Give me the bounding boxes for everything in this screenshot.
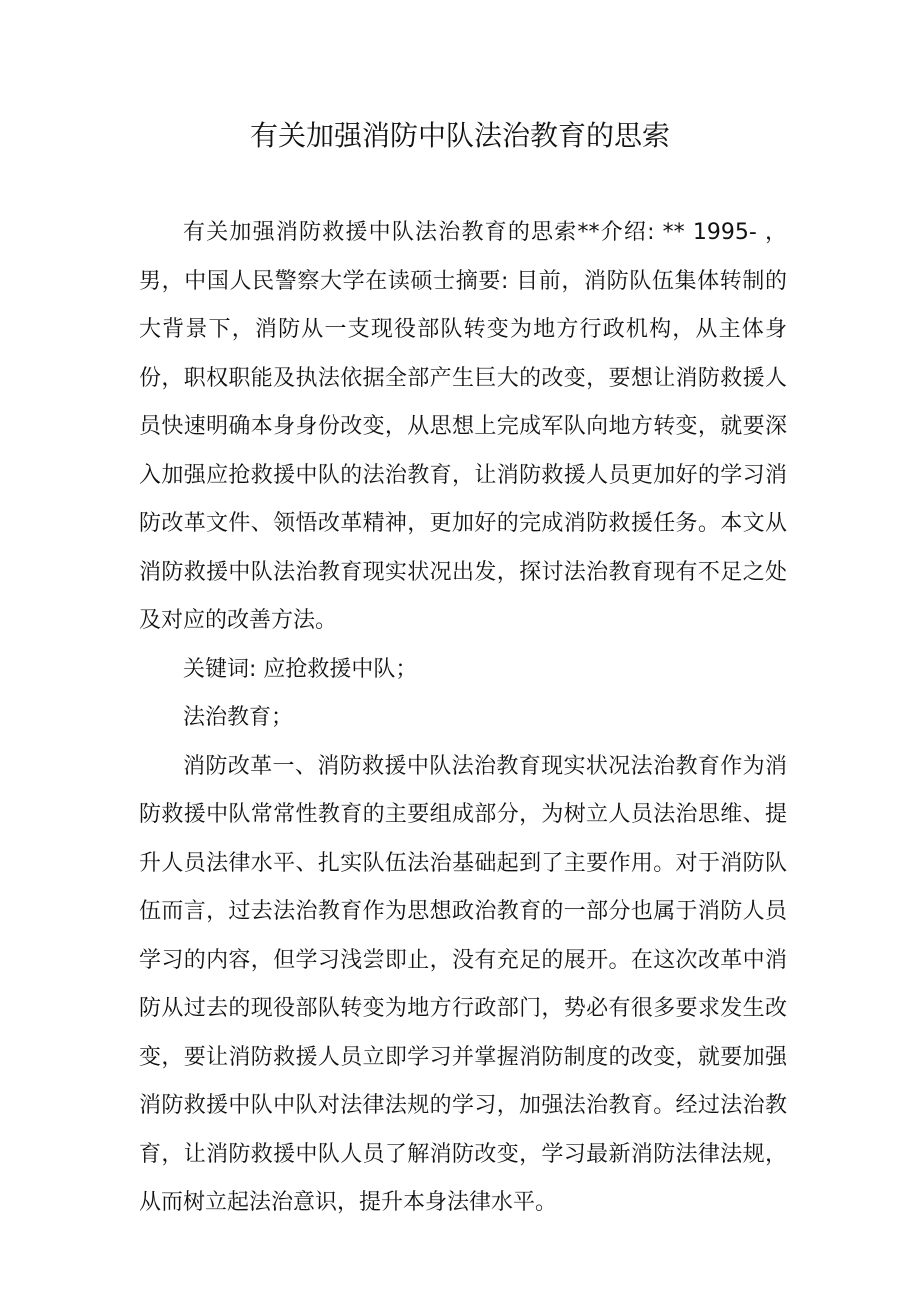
paragraph-section-1: 消防改革一、消防救援中队法治教育现实状况法治教育作为消防救援中队常常性教育的主要组成部分，为树立人员法治思维、提升人员法律水平、扎实队伍法治基础起到了主要作用。对于消防队伍而言，过去法治教育作为思想政治教育的一部分也属于消防人员学习的内容，但学习浅尝即止，没有充足的展开。在这次改革中消防从过去的现役部队转变为地方行政部门，势必有很多要求发生改变，要让消防救援人员立即学习并掌握消防制度的改变，就要加强消防救援中队中队对法律法规的学习，加强法治教育。经过法治教育，让消防救援中队人员了解消防改变，学习最新消防法律法规，从而树立起法治意识，提升本身法律水平。 bbox=[139, 753, 787, 1215]
paragraph-abstract: 有关加强消防救援中队法治教育的思索**介绍: ** 1995- ，男，中国人民警察大学在读硕士摘要: 目前，消防队伍集体转制的大背景下，消防从一支现役部队转变为地方行政机构，从主体身份，职权职能及执法依据全部产生巨大的改变，要想让消防救援人员快速明确本身身份改变，从思想上完成军队向地方转变，就要深入加强应抢救援中队的法治教育，让消防救援人员更加好的学习消防改革文件、领悟改革精神，更加好的完成消防救援任务。本文从消防救援中队法治教育现实状况出发，探讨法治教育现有不足之处及对应的改善方法。 bbox=[139, 220, 787, 633]
document-title: 有关加强消防中队法治教育的思索 bbox=[249, 119, 670, 152]
paragraph-keywords: 关键词: 应抢救援中队； bbox=[183, 656, 418, 682]
document-body bbox=[139, 209, 787, 1228]
paragraph-keyword-2: 法治教育； bbox=[183, 705, 294, 730]
